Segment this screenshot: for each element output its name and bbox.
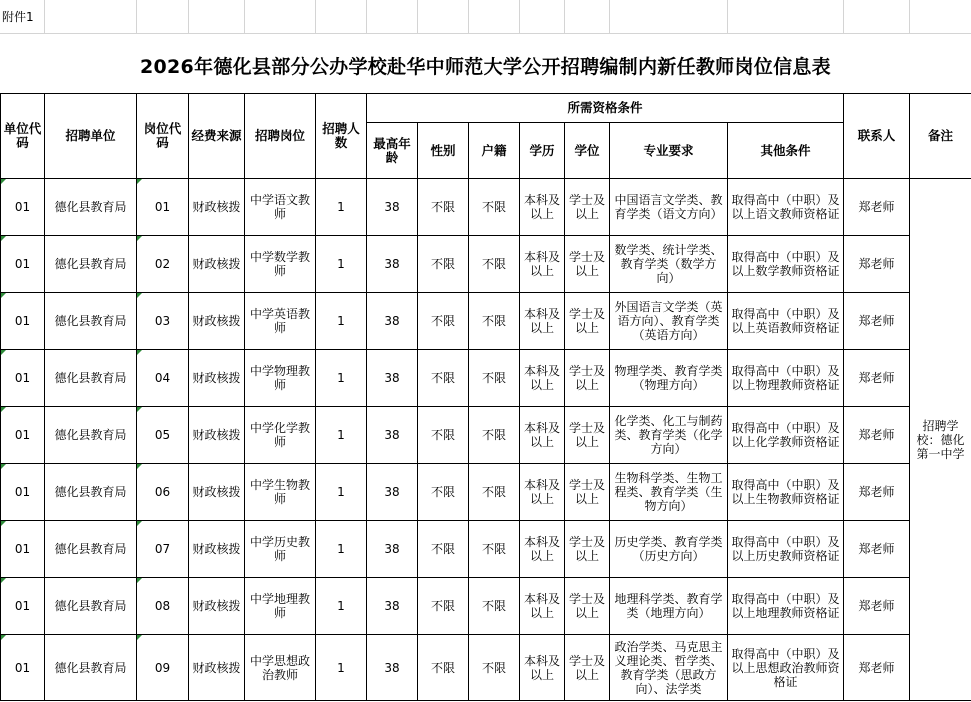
cell-count: 1 bbox=[316, 521, 367, 578]
cell-count: 1 bbox=[316, 578, 367, 635]
cell-unit: 德化县教育局 bbox=[45, 350, 137, 407]
cell-count: 1 bbox=[316, 407, 367, 464]
cell-contact: 郑老师 bbox=[844, 350, 910, 407]
cell-education: 本科及以上 bbox=[520, 464, 565, 521]
cell-other: 取得高中（中职）及以上英语教师资格证 bbox=[728, 293, 844, 350]
cell-other: 取得高中（中职）及以上物理教师资格证 bbox=[728, 350, 844, 407]
cell-post: 中学语文教师 bbox=[245, 179, 316, 236]
cell-education: 本科及以上 bbox=[520, 350, 565, 407]
header-post-code: 岗位代码 bbox=[137, 94, 189, 179]
header-major: 专业要求 bbox=[610, 123, 728, 179]
cell-warning-marker bbox=[1, 407, 6, 412]
cell-major: 政治学类、马克思主义理论类、哲学类、教育学类（思政方向）、法学类 bbox=[610, 635, 728, 701]
cell-degree: 学士及以上 bbox=[565, 407, 610, 464]
cell-contact: 郑老师 bbox=[844, 635, 910, 701]
cell-count: 1 bbox=[316, 464, 367, 521]
document-title: 2026年德化县部分公办学校赴华中师范大学公开招聘编制内新任教师岗位信息表 bbox=[140, 56, 831, 78]
cell-unit: 德化县教育局 bbox=[45, 293, 137, 350]
cell-unit-code: 01 bbox=[1, 407, 45, 464]
cell-count: 1 bbox=[316, 179, 367, 236]
cell-unit: 德化县教育局 bbox=[45, 464, 137, 521]
cell-education: 本科及以上 bbox=[520, 521, 565, 578]
cell-hukou: 不限 bbox=[469, 521, 520, 578]
header-count: 招聘人数 bbox=[316, 94, 367, 179]
cell-warning-marker bbox=[1, 293, 6, 298]
top-grid-lines bbox=[0, 0, 971, 93]
table-row bbox=[1, 521, 971, 578]
cell-funding: 财政核拨 bbox=[189, 350, 245, 407]
cell-contact: 郑老师 bbox=[844, 293, 910, 350]
header-qualifications: 所需资格条件 bbox=[367, 94, 844, 123]
header-max-age: 最高年龄 bbox=[367, 123, 418, 179]
header-education: 学历 bbox=[520, 123, 565, 179]
header-degree: 学位 bbox=[565, 123, 610, 179]
cell-major: 历史学类、教育学类（历史方向） bbox=[610, 521, 728, 578]
cell-major: 地理科学类、教育学类（地理方向） bbox=[610, 578, 728, 635]
cell-funding: 财政核拨 bbox=[189, 179, 245, 236]
cell-post-code: 03 bbox=[137, 293, 189, 350]
cell-max-age: 38 bbox=[367, 578, 418, 635]
cell-warning-marker bbox=[1, 521, 6, 526]
cell-contact: 郑老师 bbox=[844, 407, 910, 464]
cell-contact: 郑老师 bbox=[844, 236, 910, 293]
cell-contact: 郑老师 bbox=[844, 521, 910, 578]
header-hukou: 户籍 bbox=[469, 123, 520, 179]
cell-post: 中学数学教师 bbox=[245, 236, 316, 293]
cell-unit: 德化县教育局 bbox=[45, 578, 137, 635]
cell-gender: 不限 bbox=[418, 578, 469, 635]
cell-warning-marker bbox=[1, 635, 6, 640]
cell-max-age: 38 bbox=[367, 236, 418, 293]
cell-degree: 学士及以上 bbox=[565, 521, 610, 578]
cell-max-age: 38 bbox=[367, 293, 418, 350]
cell-gender: 不限 bbox=[418, 635, 469, 701]
cell-unit: 德化县教育局 bbox=[45, 407, 137, 464]
table-row bbox=[1, 578, 971, 635]
header-contact: 联系人 bbox=[844, 94, 910, 179]
cell-unit-code: 01 bbox=[1, 293, 45, 350]
cell-degree: 学士及以上 bbox=[565, 578, 610, 635]
header-row-1 bbox=[1, 94, 971, 123]
cell-hukou: 不限 bbox=[469, 350, 520, 407]
cell-funding: 财政核拨 bbox=[189, 407, 245, 464]
cell-major: 物理学类、教育学类（物理方向） bbox=[610, 350, 728, 407]
cell-other: 取得高中（中职）及以上地理教师资格证 bbox=[728, 578, 844, 635]
cell-post: 中学化学教师 bbox=[245, 407, 316, 464]
cell-warning-marker bbox=[1, 179, 6, 184]
cell-degree: 学士及以上 bbox=[565, 350, 610, 407]
cell-major: 中国语言文学类、教育学类（语文方向） bbox=[610, 179, 728, 236]
cell-other: 取得高中（中职）及以上生物教师资格证 bbox=[728, 464, 844, 521]
table-row bbox=[1, 236, 971, 293]
cell-post-code: 05 bbox=[137, 407, 189, 464]
cell-max-age: 38 bbox=[367, 407, 418, 464]
cell-warning-marker bbox=[137, 578, 142, 583]
cell-contact: 郑老师 bbox=[844, 578, 910, 635]
attachment-label: 附件1 bbox=[2, 10, 34, 24]
cell-count: 1 bbox=[316, 236, 367, 293]
cell-other: 取得高中（中职）及以上化学教师资格证 bbox=[728, 407, 844, 464]
cell-warning-marker bbox=[1, 236, 6, 241]
cell-major: 数学类、统计学类、教育学类（数学方向） bbox=[610, 236, 728, 293]
header-funding: 经费来源 bbox=[189, 94, 245, 179]
cell-post-code: 08 bbox=[137, 578, 189, 635]
cell-hukou: 不限 bbox=[469, 407, 520, 464]
cell-gender: 不限 bbox=[418, 407, 469, 464]
cell-remark: 招聘学校：德化第一中学 bbox=[910, 179, 971, 701]
recruitment-table bbox=[0, 93, 971, 701]
cell-warning-marker bbox=[137, 179, 142, 184]
cell-other: 取得高中（中职）及以上数学教师资格证 bbox=[728, 236, 844, 293]
table-row bbox=[1, 293, 971, 350]
cell-unit-code: 01 bbox=[1, 464, 45, 521]
cell-unit-code: 01 bbox=[1, 179, 45, 236]
cell-post-code: 09 bbox=[137, 635, 189, 701]
cell-post: 中学历史教师 bbox=[245, 521, 316, 578]
cell-contact: 郑老师 bbox=[844, 464, 910, 521]
cell-education: 本科及以上 bbox=[520, 635, 565, 701]
cell-other: 取得高中（中职）及以上思想政治教师资格证 bbox=[728, 635, 844, 701]
cell-gender: 不限 bbox=[418, 179, 469, 236]
cell-major: 外国语言文学类（英语方向）、教育学类（英语方向） bbox=[610, 293, 728, 350]
header-other: 其他条件 bbox=[728, 123, 844, 179]
cell-unit: 德化县教育局 bbox=[45, 635, 137, 701]
cell-funding: 财政核拨 bbox=[189, 464, 245, 521]
cell-post-code: 04 bbox=[137, 350, 189, 407]
cell-education: 本科及以上 bbox=[520, 578, 565, 635]
header-post: 招聘岗位 bbox=[245, 94, 316, 179]
cell-education: 本科及以上 bbox=[520, 179, 565, 236]
cell-post: 中学生物教师 bbox=[245, 464, 316, 521]
cell-hukou: 不限 bbox=[469, 179, 520, 236]
cell-count: 1 bbox=[316, 350, 367, 407]
cell-degree: 学士及以上 bbox=[565, 179, 610, 236]
cell-major: 生物科学类、生物工程类、教育学类（生物方向） bbox=[610, 464, 728, 521]
cell-degree: 学士及以上 bbox=[565, 635, 610, 701]
cell-unit: 德化县教育局 bbox=[45, 236, 137, 293]
cell-post-code: 01 bbox=[137, 179, 189, 236]
cell-post: 中学地理教师 bbox=[245, 578, 316, 635]
cell-post: 中学思想政治教师 bbox=[245, 635, 316, 701]
header-unit-code: 单位代码 bbox=[1, 94, 45, 179]
cell-warning-marker bbox=[1, 464, 6, 469]
header-gender: 性别 bbox=[418, 123, 469, 179]
cell-funding: 财政核拨 bbox=[189, 293, 245, 350]
cell-degree: 学士及以上 bbox=[565, 236, 610, 293]
cell-funding: 财政核拨 bbox=[189, 578, 245, 635]
cell-education: 本科及以上 bbox=[520, 293, 565, 350]
cell-contact: 郑老师 bbox=[844, 179, 910, 236]
cell-post: 中学英语教师 bbox=[245, 293, 316, 350]
cell-education: 本科及以上 bbox=[520, 407, 565, 464]
cell-warning-marker bbox=[1, 578, 6, 583]
cell-unit-code: 01 bbox=[1, 521, 45, 578]
cell-warning-marker bbox=[137, 635, 142, 640]
cell-warning-marker bbox=[137, 350, 142, 355]
table-row bbox=[1, 635, 971, 701]
header-unit: 招聘单位 bbox=[45, 94, 137, 179]
cell-degree: 学士及以上 bbox=[565, 464, 610, 521]
table-row bbox=[1, 407, 971, 464]
cell-warning-marker bbox=[137, 293, 142, 298]
cell-post-code: 02 bbox=[137, 236, 189, 293]
cell-unit: 德化县教育局 bbox=[45, 179, 137, 236]
cell-unit-code: 01 bbox=[1, 635, 45, 701]
cell-post-code: 06 bbox=[137, 464, 189, 521]
cell-count: 1 bbox=[316, 635, 367, 701]
cell-unit: 德化县教育局 bbox=[45, 521, 137, 578]
table-row bbox=[1, 464, 971, 521]
cell-degree: 学士及以上 bbox=[565, 293, 610, 350]
cell-other: 取得高中（中职）及以上语文教师资格证 bbox=[728, 179, 844, 236]
cell-hukou: 不限 bbox=[469, 464, 520, 521]
cell-unit-code: 01 bbox=[1, 350, 45, 407]
cell-post-code: 07 bbox=[137, 521, 189, 578]
cell-funding: 财政核拨 bbox=[189, 521, 245, 578]
cell-hukou: 不限 bbox=[469, 635, 520, 701]
cell-max-age: 38 bbox=[367, 635, 418, 701]
cell-warning-marker bbox=[1, 350, 6, 355]
cell-unit-code: 01 bbox=[1, 236, 45, 293]
cell-unit-code: 01 bbox=[1, 578, 45, 635]
cell-gender: 不限 bbox=[418, 293, 469, 350]
cell-other: 取得高中（中职）及以上历史教师资格证 bbox=[728, 521, 844, 578]
cell-gender: 不限 bbox=[418, 464, 469, 521]
cell-education: 本科及以上 bbox=[520, 236, 565, 293]
cell-max-age: 38 bbox=[367, 179, 418, 236]
cell-max-age: 38 bbox=[367, 521, 418, 578]
cell-hukou: 不限 bbox=[469, 236, 520, 293]
cell-gender: 不限 bbox=[418, 521, 469, 578]
cell-gender: 不限 bbox=[418, 236, 469, 293]
cell-warning-marker bbox=[137, 407, 142, 412]
cell-warning-marker bbox=[137, 236, 142, 241]
cell-max-age: 38 bbox=[367, 350, 418, 407]
cell-hukou: 不限 bbox=[469, 578, 520, 635]
cell-count: 1 bbox=[316, 293, 367, 350]
cell-funding: 财政核拨 bbox=[189, 635, 245, 701]
cell-hukou: 不限 bbox=[469, 293, 520, 350]
cell-post: 中学物理教师 bbox=[245, 350, 316, 407]
cell-warning-marker bbox=[137, 521, 142, 526]
cell-max-age: 38 bbox=[367, 464, 418, 521]
cell-warning-marker bbox=[137, 464, 142, 469]
cell-gender: 不限 bbox=[418, 350, 469, 407]
header-remark: 备注 bbox=[910, 94, 971, 179]
table-row bbox=[1, 179, 971, 236]
cell-major: 化学类、化工与制药类、教育学类（化学方向） bbox=[610, 407, 728, 464]
table-row bbox=[1, 350, 971, 407]
cell-funding: 财政核拨 bbox=[189, 236, 245, 293]
